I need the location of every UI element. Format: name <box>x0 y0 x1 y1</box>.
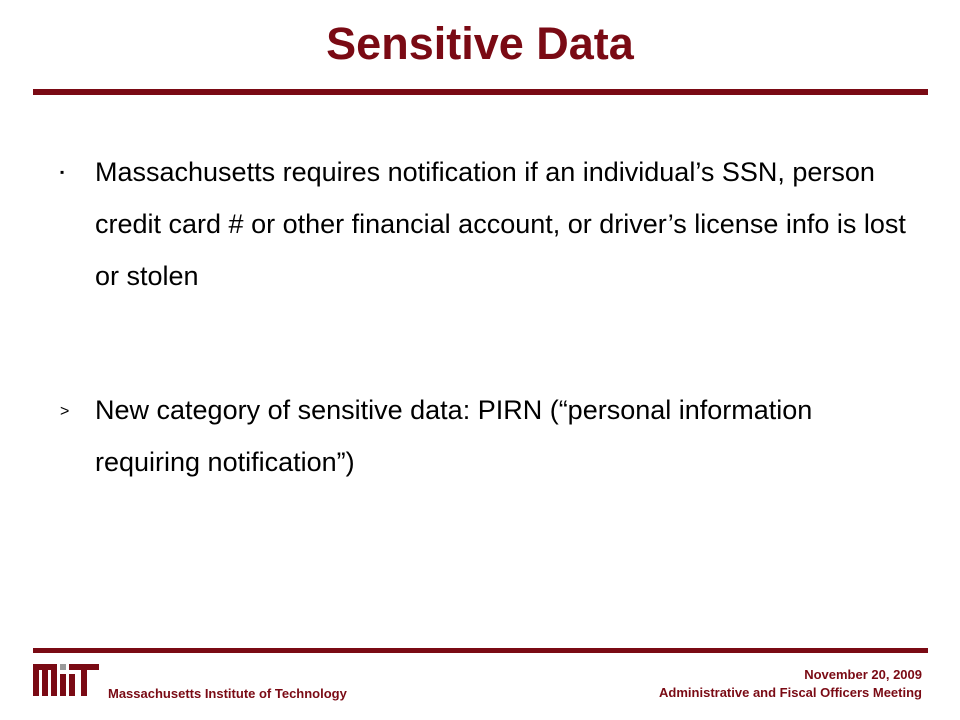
slide-title: Sensitive Data <box>326 18 634 69</box>
footer-divider <box>33 648 928 653</box>
bullet-item-pirn <box>60 384 910 488</box>
bullet-text: New category of sensitive data: PIRN (“personal information requiring notification”) <box>95 395 813 477</box>
bullet-item-notification <box>60 146 910 302</box>
footer-meeting-name: Administrative and Fiscal Officers Meeting <box>659 685 922 700</box>
footer-organization: Massachusetts Institute of Technology <box>108 686 347 701</box>
arrow-bullet-icon: > <box>60 403 70 420</box>
square-bullet-icon: ▪ <box>60 165 65 179</box>
footer-meeting-info <box>659 666 922 702</box>
footer-date: November 20, 2009 <box>804 667 922 682</box>
title-divider <box>33 89 928 95</box>
mit-logo-icon <box>33 664 99 696</box>
bullet-text: Massachusetts requires notification if an individual’s SSN, person credit card # or other financial account, or driver’s license info is lost or stolen <box>95 157 906 291</box>
